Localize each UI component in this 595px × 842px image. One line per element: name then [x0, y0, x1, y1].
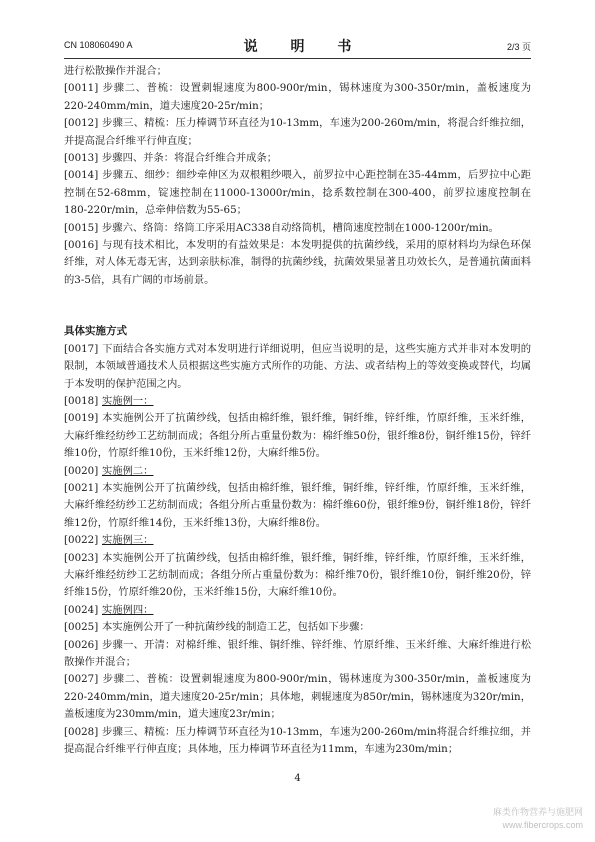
watermark-url: www.fibercrops.com	[502, 820, 583, 830]
paragraph-text: 本实施例公开了抗菌纱线，包括由棉纤维，银纤维，铜纤维，锌纤维，竹原纤维，玉米纤维，大麻纤维经纺纱工艺纺制而成；各组分所占重量份数为：棉纤维50份，银纤维8份，铜纤维15份，锌纤维10份，竹原纤维10份，玉米纤维12份，大麻纤维5份。	[64, 412, 531, 460]
paragraph-number: [0024]	[64, 603, 99, 616]
paragraph	[64, 532, 531, 549]
paragraph-number: [0025]	[64, 621, 99, 634]
page-indicator: 2/3 页	[506, 42, 531, 52]
paragraph	[64, 410, 531, 462]
paragraph-number: [0019]	[64, 412, 99, 425]
example-heading: 实施例四：	[102, 603, 154, 616]
header-divider	[64, 58, 531, 59]
paragraph	[64, 393, 531, 410]
paragraph	[64, 671, 531, 723]
paragraph	[64, 724, 531, 759]
paragraph-number: [0011]	[64, 82, 99, 95]
paragraph	[64, 220, 531, 237]
paragraph-text: 本实施例公开了抗菌纱线，包括由棉纤维，银纤维，铜纤维，锌纤维，竹原纤维，玉米纤维，大麻纤维经纺纱工艺纺制而成；各组分所占重量份数为：棉纤维60份，银纤维9份，铜纤维18份，锌纤维12份，竹原纤维14份，玉米纤维13份，大麻纤维8份。	[64, 481, 531, 529]
paragraph-text: 步骤六、络筒：络筒工序采用AC338自动络筒机，槽筒速度控制在1000-1200r/min。	[102, 221, 499, 234]
paragraph-text: 本实施例公开了抗菌纱线，包括由棉纤维，银纤维，铜纤维，锌纤维，竹原纤维，玉米纤维，大麻纤维经纺纱工艺纺制而成；各组分所占重量份数为：棉纤维70份，银纤维10份，铜纤维20份，锌纤维15份，竹原纤维20份，玉米纤维15份，大麻纤维10份。	[64, 551, 531, 599]
paragraph	[64, 341, 531, 393]
paragraph-number: [0027]	[64, 673, 99, 686]
example-heading: 实施例三：	[102, 534, 154, 547]
paragraph	[64, 150, 531, 167]
section-spacer	[64, 289, 531, 306]
paragraph-number: [0018]	[64, 394, 99, 407]
paragraph	[64, 463, 531, 480]
paragraph-number: [0014]	[64, 169, 99, 182]
paragraph-text: 与现有技术相比，本发明的有益效果是：本发明提供的抗菌纱线，采用的原材料均为绿色环保纤维，对人体无毒无害，达到亲肤标准，制得的抗菌纱线，抗菌效果显著且功效长久，是普通抗菌面料的3-5倍，具有广阔的市场前景。	[64, 239, 531, 286]
paragraph-text: 步骤四、并条：将混合纤维合并成条；	[102, 152, 278, 165]
paragraph	[64, 619, 531, 636]
paragraph-text: 下面结合各实施方式对本发明进行详细说明，但应当说明的是，这些实施方式并非对本发明的限制，本领域普通技术人员根据这些实施方式所作的功能、方法、或者结构上的等效变换或替代，均属于本发明的保护范围之内。	[64, 342, 531, 390]
example-heading: 实施例二：	[102, 464, 154, 477]
paragraph	[64, 602, 531, 619]
paragraph	[64, 550, 531, 602]
paragraph-text: 步骤五、细纱：细纱牵伸区为双根粗纱喂入，前罗拉中心距控制在35-44mm，后罗拉中心距控制在52-68mm，锭速控制在11000-13000r/min，捻系数控制在300-400，前罗拉速度控制在180-220r/min，总牵伸倍数为55-65；	[64, 169, 531, 217]
paragraph-number: [0023]	[64, 551, 99, 564]
paragraph	[64, 237, 531, 289]
watermark-site-name: 麻类作物营养与施肥网	[492, 807, 583, 817]
paragraph-text: 进行松散操作并混合；	[64, 65, 167, 77]
paragraph	[64, 115, 531, 150]
paragraph-number: [0020]	[64, 464, 99, 477]
paragraph-text: 步骤三、精梳：压力棒调节环直径为10-13mm，车速为200-260m/min将混合纤维拉细，并提高混合纤维平行伸直度；具体地，压力棒调节环直径为11mm，车速为230m/min；	[64, 725, 531, 756]
paragraph-group-top	[64, 63, 531, 289]
paragraph-text: 步骤三、精梳：压力棒调节环直径为10-13mm，车速为200-260m/min，将混合纤维拉细，并提高混合纤维平行伸直度；	[64, 117, 531, 147]
page-number: 4	[294, 773, 301, 784]
paragraph	[64, 480, 531, 532]
paragraph-number: [0022]	[64, 534, 99, 547]
paragraph-text: 步骤二、普梳：设置刺辊速度为800-900r/min，锡林速度为300-350r/min，盖板速度为220-240mm/min，道夫速度20-25r/min；具体地，刺辊速度为850r/min，锡林速度为320r/min，盖板速度为230mm/min，道夫速度23r/min；	[64, 673, 531, 721]
paragraph	[64, 637, 531, 672]
paragraph-text: 步骤二、普梳：设置刺辊速度为800-900r/min，锡林速度为300-350r/min，盖板速度为220-240mm/min，道夫速度20-25r/min；	[64, 82, 531, 112]
paragraph-number: [0021]	[64, 481, 99, 494]
paragraph-group-bottom	[64, 341, 531, 759]
paragraph-text: 本实施例公开了一种抗菌纱线的制造工艺，包括如下步骤：	[102, 621, 370, 634]
paragraph-number: [0012]	[64, 117, 99, 130]
example-heading: 实施例一：	[102, 394, 154, 407]
paragraph-number: [0017]	[64, 342, 99, 355]
page-header	[64, 38, 531, 58]
paragraph-number: [0028]	[64, 725, 99, 738]
paragraph-number: [0015]	[64, 221, 99, 234]
document-body	[64, 63, 531, 758]
paragraph-number: [0016]	[64, 239, 99, 252]
document-title: 说 明 书	[243, 39, 366, 55]
watermark	[493, 806, 583, 832]
paragraph-number: [0013]	[64, 152, 99, 165]
patent-number: CN 108060490 A	[64, 40, 133, 50]
paragraph	[64, 167, 531, 219]
section-heading: 具体实施方式	[64, 325, 127, 338]
paragraph-number: [0026]	[64, 638, 99, 651]
paragraph-text: 步骤一、开清：对棉纤维、银纤维、铜纤维、锌纤维、竹原纤维、玉米纤维、大麻纤维进行松散操作并混合；	[64, 638, 531, 668]
paragraph	[64, 80, 531, 115]
paragraph	[64, 63, 531, 80]
